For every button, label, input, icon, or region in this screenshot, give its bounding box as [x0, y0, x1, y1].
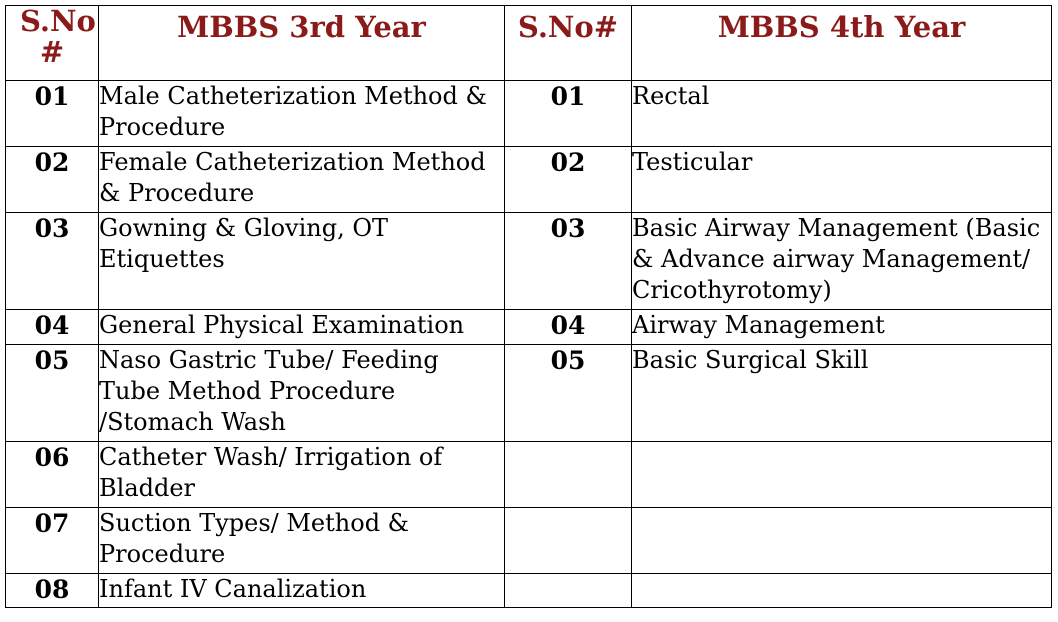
row-number-4th: 03	[505, 213, 632, 310]
table-row	[6, 213, 1052, 310]
skill-4th-year	[632, 574, 1052, 608]
skill-4th-year: Testicular	[632, 147, 1052, 213]
row-number-3rd: 03	[6, 213, 99, 310]
row-number-4th	[505, 574, 632, 608]
table-row	[6, 442, 1052, 508]
header-mbbs-4th-year: MBBS 4th Year	[632, 6, 1052, 81]
skill-3rd-year: Naso Gastric Tube/ Feeding Tube Method Procedure /Stomach Wash	[99, 345, 505, 442]
skill-3rd-year: Gowning & Gloving, OT Etiquettes	[99, 213, 505, 310]
row-number-4th	[505, 508, 632, 574]
skill-3rd-year: Infant IV Canalization	[99, 574, 505, 608]
skill-4th-year: Rectal	[632, 81, 1052, 147]
header-sno-right: S.No#	[505, 6, 632, 81]
skill-3rd-year: Male Catheterization Method & Procedure	[99, 81, 505, 147]
row-number-4th: 01	[505, 81, 632, 147]
table-row	[6, 345, 1052, 442]
row-number-3rd: 08	[6, 574, 99, 608]
skills-table	[5, 5, 1052, 608]
skill-3rd-year: Suction Types/ Method & Procedure	[99, 508, 505, 574]
table-row	[6, 81, 1052, 147]
header-sno-left: S.No #	[6, 6, 99, 81]
row-number-3rd: 01	[6, 81, 99, 147]
table-row	[6, 508, 1052, 574]
skill-3rd-year: General Physical Examination	[99, 310, 505, 345]
row-number-4th: 04	[505, 310, 632, 345]
table-row	[6, 574, 1052, 608]
header-mbbs-3rd-year: MBBS 3rd Year	[99, 6, 505, 81]
table-row	[6, 310, 1052, 345]
table-row	[6, 147, 1052, 213]
row-number-3rd: 05	[6, 345, 99, 442]
row-number-3rd: 07	[6, 508, 99, 574]
row-number-3rd: 06	[6, 442, 99, 508]
skill-3rd-year: Catheter Wash/ Irrigation of Bladder	[99, 442, 505, 508]
skill-4th-year	[632, 442, 1052, 508]
row-number-4th: 05	[505, 345, 632, 442]
row-number-3rd: 02	[6, 147, 99, 213]
row-number-4th: 02	[505, 147, 632, 213]
skill-4th-year: Basic Surgical Skill	[632, 345, 1052, 442]
row-number-3rd: 04	[6, 310, 99, 345]
header-row	[6, 6, 1052, 81]
skill-4th-year: Basic Airway Management (Basic & Advance airway Management/ Cricothyrotomy)	[632, 213, 1052, 310]
skill-4th-year	[632, 508, 1052, 574]
skill-4th-year: Airway Management	[632, 310, 1052, 345]
skill-3rd-year: Female Catheterization Method & Procedure	[99, 147, 505, 213]
row-number-4th	[505, 442, 632, 508]
